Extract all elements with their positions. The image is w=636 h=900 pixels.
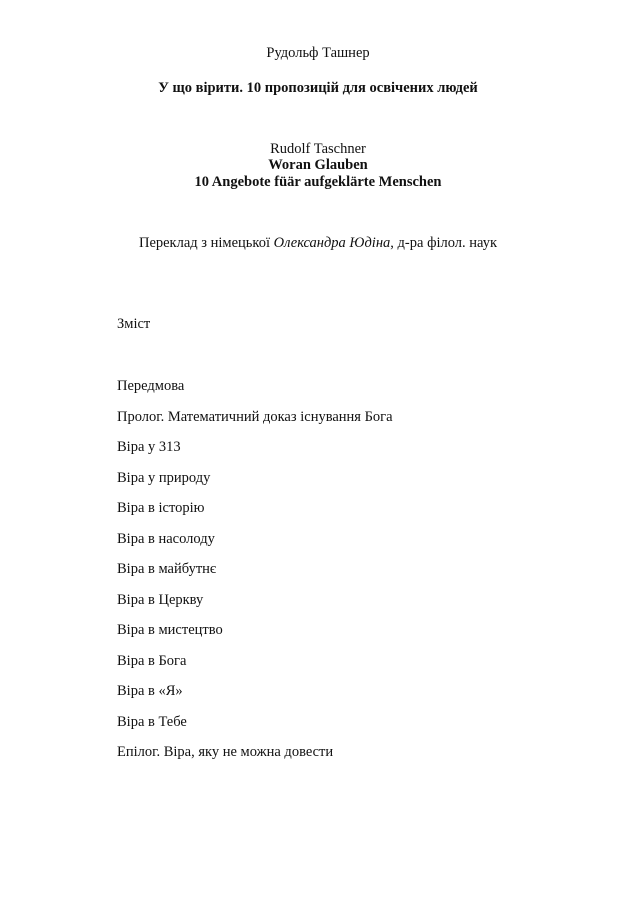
toc-item: Віра в Тебе [117,713,187,730]
title-de-line-2: 10 Angebote füär aufgeklärte Menschen [194,174,442,190]
toc-item: Віра в насолоду [117,530,215,547]
translation-prefix: Переклад з німецької [138,235,274,251]
toc-heading: Зміст [117,316,151,332]
translation-suffix: , д-ра філол. наук [390,235,498,251]
toc-item: Передмова [117,378,185,394]
title-de-line-1: Woran Glauben [268,157,368,173]
toc-item: Віра у 313 [117,439,181,455]
toc-item: Віра в мистецтво [117,622,223,638]
toc-item: Пролог. Математичний доказ існування Бога [117,408,393,425]
author-uk: Рудольф Ташнер [266,45,370,61]
translation-credit [0,234,636,252]
toc-item: Віра в «Я» [117,683,183,699]
toc-item: Епілог. Віра, яку не можна довести [117,744,334,760]
toc-item: Віра у природу [117,469,211,486]
toc-item: Віра в Церкву [117,591,204,608]
title-uk: У що вірити. 10 пропозицій для освічених людей [158,80,478,96]
toc-item: Віра в Бога [117,652,187,669]
toc-item: Віра в історію [117,500,205,516]
toc-item: Віра в майбутнє [117,561,217,577]
translator-name: Олександра Юдіна [273,235,391,251]
table-of-contents [117,377,393,774]
author-de: Rudolf Taschner [270,141,366,157]
